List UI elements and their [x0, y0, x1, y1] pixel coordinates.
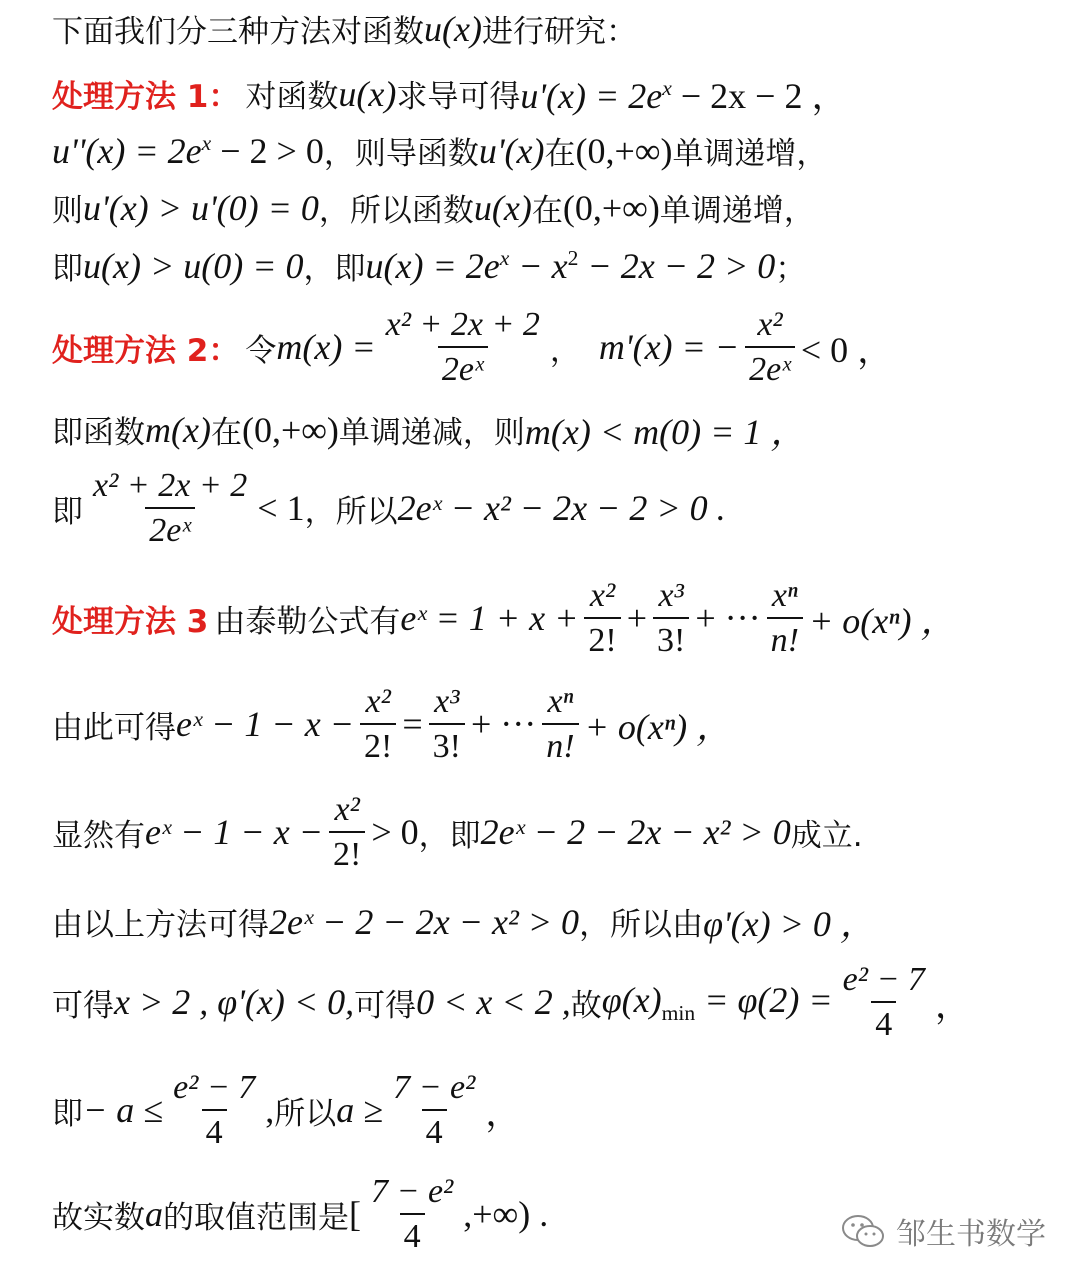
final-answer-line: 故实数 a 的取值范围是 [ $\frac{\text{7 − e²}}{4}$ ,+∞) .	[52, 1173, 549, 1256]
method-2-line: 处理方法 2： 令 m(x) = $\frac{\text{x² + 2x + 2}}{\text{2eˣ}}$ ， m'(x) = − $\frac{\text{x²}}{\text{2eˣ}}$ < 0 ，	[52, 306, 894, 389]
summary-line: 由以上方法可得 2eˣ − 2 − 2x − x² > 0 ，所以由 φ'(x) > 0 ，	[52, 901, 876, 944]
method-1-heading: 处理方法 1：	[52, 79, 240, 115]
intro-line: 下面我们分三种方法对函数 u(x) 进行研究：	[52, 8, 637, 50]
watermark	[840, 1209, 1046, 1253]
a-range-line: 即 − a ≤ $\frac{\text{e² − 7}}{4}$ , 所以 a ≥ $\frac{\text{7 − e²}}{4}$ ，	[52, 1069, 522, 1152]
obvious-line: 显然有 eˣ − 1 − x − $\frac{\text{x²}}{2!}$ > 0 ，即 2eˣ − 2 − 2x − x² > 0 成立.	[52, 791, 863, 874]
fraction: $\frac{\text{x³}}{3!}$	[429, 682, 465, 766]
monotone-line: 则 u'(x) > u'(0) = 0 ，所以函数 u(x) 在 (0,+∞) 单调递增，	[52, 187, 815, 229]
decreasing-line: 即函数 m(x) 在 (0,+∞) 单调递减，则 m(x) < m(0) = 1 ，	[52, 409, 807, 452]
fraction: $\frac{\text{x²}}{2!}$	[584, 576, 620, 660]
fraction: $\frac{\text{x² + 2x + 2}}{\text{2eˣ}}$	[385, 306, 540, 389]
method-1-line: 处理方法 1： 对函数 u(x) 求导可得 $u'(x) = 2e^x - 2x - 2$ ，	[52, 68, 1060, 119]
phi-min-line: 可得 x > 2 , φ'(x) < 0, 可得 0 < x < 2 , 故 $\varphi(x)_{min} = \varphi(2)$ = $\frac{\text{e² − 7}}{4}$ ，	[52, 961, 971, 1044]
method-2-heading: 处理方法 2：	[52, 332, 240, 369]
fraction: $\frac{\text{7 − e²}}{4}$	[393, 1069, 476, 1152]
method-3-line: 处理方法 3 由泰勒公式有 eˣ = 1 + x + $\frac{\text{x²}}{2!}$ + $\frac{\text{x³}}{3!}$ + ··· $\frac{\text{xⁿ}}{n!}$ + o(xⁿ) ，	[52, 577, 957, 660]
fraction: $\frac{\text{x²}}{2!}$	[329, 790, 365, 874]
fraction: $\frac{\text{x² + 2x + 2}}{\text{2eˣ}}$	[93, 467, 248, 550]
fraction: $\frac{\text{x³}}{3!}$	[653, 576, 689, 660]
conclusion-1-line: 即 u(x) > u(0) = 0 ，即 $u(x) = 2e^x - x^2 - 2x - 2 > 0$ ；	[52, 245, 807, 287]
derivative-line: $u''(x) = 2e^x - 2 > 0$ ，则导函数 u'(x) 在 (0,+∞) 单调递增，	[52, 130, 828, 172]
fraction: $\frac{\text{7 − e²}}{4}$	[371, 1173, 454, 1256]
fraction: $\frac{\text{x²}}{2!}$	[360, 682, 396, 766]
fraction: $\frac{\text{e² − 7}}{4}$	[842, 961, 925, 1044]
fraction: $\frac{\text{x²}}{\text{2eˣ}}$	[745, 305, 795, 389]
fraction: $\frac{\text{xⁿ}}{n!}$	[767, 576, 803, 660]
method-3-heading: 处理方法 3	[52, 603, 209, 640]
wechat-icon	[840, 1212, 886, 1250]
taylor-rearranged-line: 由此可得 eˣ − 1 − x − $\frac{\text{x²}}{2!}$ = $\frac{\text{x³}}{3!}$ + ··· $\frac{\text{xⁿ}}{n!}$ + o(xⁿ) ，	[52, 683, 733, 766]
watermark-text: 邹生书数学	[896, 1217, 1046, 1252]
conclusion-2-line: 即 $\frac{\text{x² + 2x + 2}}{\text{2eˣ}}$ < 1 ，所以 2eˣ − x² − 2x − 2 > 0 .	[52, 467, 726, 550]
fraction: $\frac{\text{xⁿ}}{n!}$	[542, 682, 578, 766]
fraction: $\frac{\text{e² − 7}}{4}$	[173, 1069, 256, 1152]
